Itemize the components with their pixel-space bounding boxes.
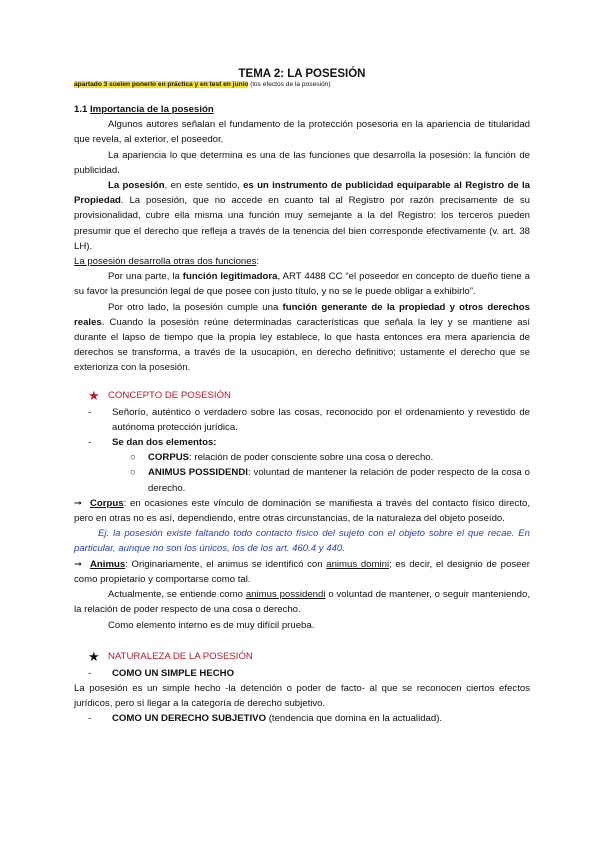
paragraph: La apariencia lo que determina es una de las funciones que desarrolla la posesión: la función de publicidad. — [74, 149, 530, 176]
list-item: - COMO UN SIMPLE HECHO — [88, 667, 235, 679]
subtitle-rest: (los efectos de la posesión) — [248, 81, 331, 88]
subtitle-highlight: apartado 3 suelen ponerlo en práctica y en test en junio — [74, 81, 249, 88]
naturaleza-heading: ★ NATURALEZA DE LA POSESIÓN — [88, 648, 253, 664]
paragraph: ➞ Corpus: en ocasiones este vínculo de dominación se manifiesta a través del contacto físico directo, pero en otras no es así, dependiendo, entre otras circunstancias, de la naturaleza del objeto poseído. — [74, 497, 530, 525]
concepto-heading: ★ CONCEPTO DE POSESIÓN — [88, 387, 231, 403]
document-page — [74, 68, 530, 727]
paragraph: La posesión, en este sentido, es un instrumento de publicidad equiparable al Registro de la Propiedad. La posesión, que no accede en cuanto tal al Registro por razón precisamente de su provisionalidad, cubre ella misma una función muy semejante a la del Registro: los terceros pueden presumir que el derecho que refleja a través de la tenencia del bien corresponde efectivamente (v. art. 38 LH). — [74, 180, 531, 252]
page-title: TEMA 2: LA POSESIÓN — [238, 68, 366, 80]
arrow-icon: ➞ — [74, 558, 83, 570]
paragraph: Por otro lado, la posesión cumple una función generante de la propiedad y otros derechos reales. Cuando la posesión reúne determinadas características que señala la ley y se mantiene así durante el lapso de tiempo que la propia ley establece, lo que hasta entonces era mera apariencia de derechos se transforma, a través de la usucapión, en derecho definitivo; ustamente el derecho que se exterioriza con la posesión. — [74, 301, 530, 374]
paragraph: Como elemento interno es de muy difícil prueba. — [108, 619, 315, 631]
arrow-icon: ➞ — [74, 497, 83, 509]
paragraph: Algunos autores señalan el fundamento de la protección posesoria en la apariencia de titularidad que revela, al exterior, el poseedor. — [74, 119, 530, 146]
paragraph: Por una parte, la función legitimadora, ART 4488 CC “el poseedor en concepto de dueño tiene a su favor la presunción legal de que posee con justo título, y no se le puede obligar a exhibirlo”. — [74, 271, 530, 298]
list-item: - Se dan dos elementos: — [88, 437, 217, 449]
sub-list-item: ○ CORPUS: relación de poder consciente sobre una cosa o derecho. — [130, 452, 434, 464]
star-icon: ★ — [88, 648, 100, 664]
paragraph: La posesión es un simple hecho -la detención o poder de facto- al que se reconocen ciertos efectos jurídicos, pero sí llegar a la categoría de derecho subjetivo. — [74, 682, 530, 710]
list-item: - Señorío, auténtico o verdadero sobre las cosas, reconocido por el ordenamiento y revestido de autónoma protección jurídica. — [88, 406, 530, 433]
section-heading: 1.1 Importancia de la posesión — [74, 104, 214, 115]
sub-list-item: ○ ANIMUS POSSIDENDI: voluntad de mantener la relación de poder respecto de la cosa o derecho. — [130, 467, 530, 494]
paragraph: La posesión desarrolla otras dos funciones: — [74, 256, 260, 268]
star-icon: ★ — [88, 387, 100, 403]
subtitle-note — [74, 81, 530, 88]
example-note: Ej. la posesión existe faltando todo contacto físico del sujeto con el objeto sobre el que recae. En particular, aunque no son los únicos, los de los art. 460.4 y 440. — [74, 528, 530, 555]
paragraph: Actualmente, se entiende como animus possidendi o voluntad de mantener, o seguir manteniendo, la relación de poder respecto de una cosa o derecho. — [74, 589, 530, 616]
paragraph: ➞ Animus: Originariamente, el animus se identificó con animus domini; es decir, el designio de poseer como propietario y comportarse como tal. — [74, 558, 530, 585]
list-item: - COMO UN DERECHO SUBJETIVO (tendencia que domina en la actualidad). — [88, 713, 443, 725]
